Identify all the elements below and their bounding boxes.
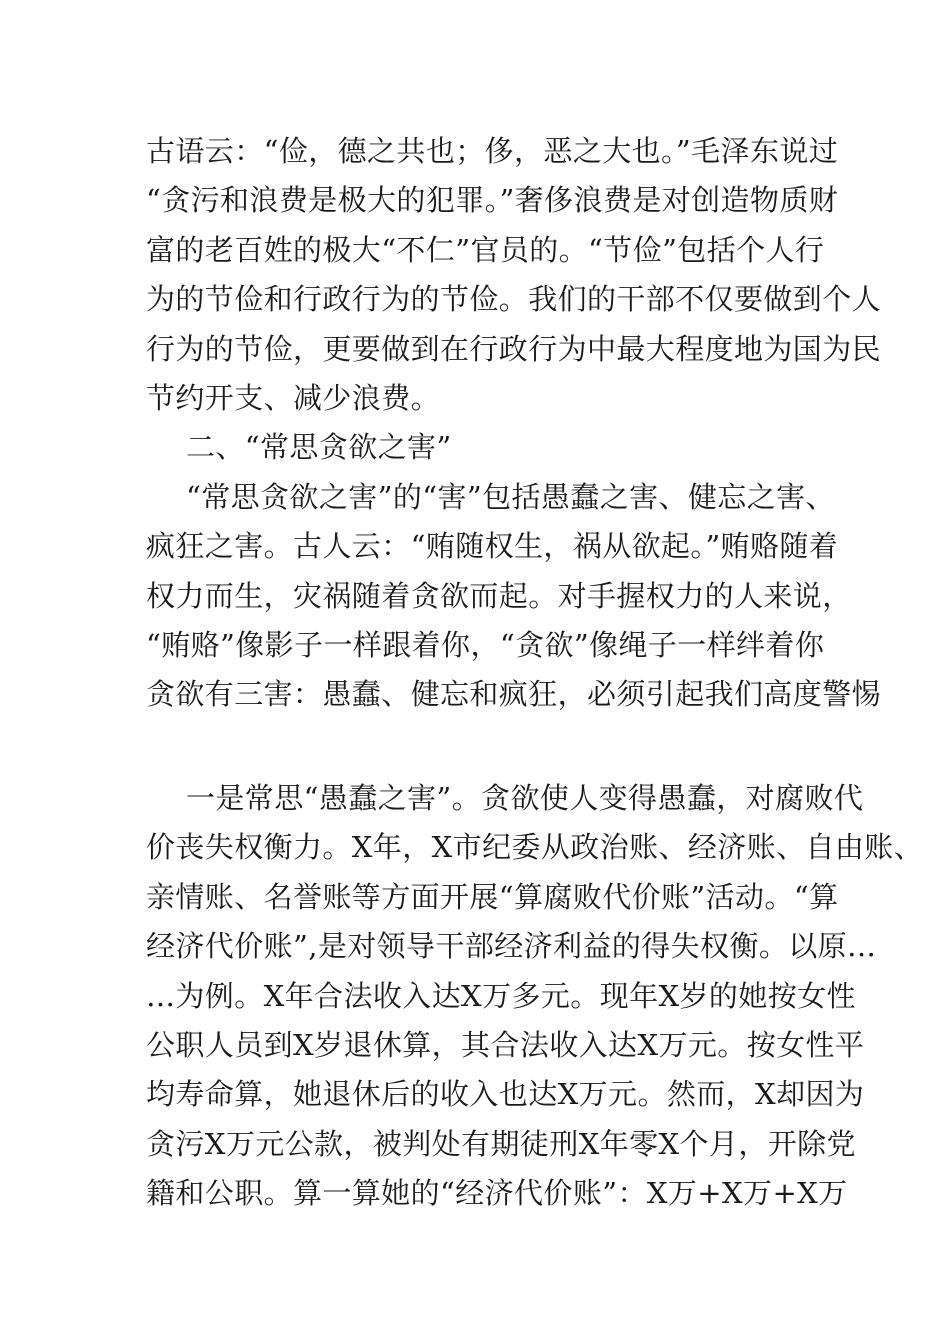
text-line: 节约开支、减少浪费。 <box>146 380 441 415</box>
text-line: 一是常思“愚蠢之害”。贪欲使人变得愚蠢，对腐败代 <box>186 781 864 815</box>
text-line: 籍和公职。算一算她的“经济代价账”：X万+X万+X万 <box>146 1176 848 1211</box>
text-line: 富的老百姓的极大“不仁”官员的。“节俭”包括个人行 <box>146 232 825 267</box>
text-line: 公职人员到X岁退休算，其合法收入达X万元。按女性平 <box>146 1027 865 1062</box>
section-heading: 二、“常思贪欲之害” <box>186 430 452 465</box>
text-line: 均寿命算，她退休后的收入也达X万元。然而，X却因为 <box>146 1077 865 1112</box>
text-line: 贪欲有三害：愚蠢、健忘和疯狂，必须引起我们高度警惕 <box>146 677 882 712</box>
text-line: 为的节俭和行政行为的节俭。我们的干部不仅要做到个人 <box>146 282 882 317</box>
text-line: 行为的节俭，更要做到在行政行为中最大程度地为国为民 <box>146 331 882 366</box>
text-line: 疯狂之害。古人云：“贿随权生，祸从欲起。”贿赂随着 <box>146 529 839 564</box>
text-line: “贿赂”像影子一样跟着你，“贪欲”像绳子一样绊着你 <box>146 627 825 662</box>
text-line: 权力而生，灾祸随着贪欲而起。对手握权力的人来说， <box>146 578 852 613</box>
text-line: 经济代价账”,是对领导干部经济利益的得失权衡。以原… <box>146 929 877 964</box>
text-line: 古语云：“俭，德之共也；侈，恶之大也。”毛泽东说过 <box>146 134 839 168</box>
text-line: “常思贪欲之害”的“害”包括愚蠢之害、健忘之害、 <box>186 479 835 514</box>
text-line: “贪污和浪费是极大的犯罪。”奢侈浪费是对创造物质财 <box>146 183 839 218</box>
text-line: 亲情账、名誉账等方面开展“算腐败代价账”活动。“算 <box>146 879 839 914</box>
text-line: 贪污X万元公款，被判处有期徒刑X年零X个月，开除党 <box>146 1126 856 1161</box>
text-line: 价丧失权衡力。X年，X市纪委从政治账、经济账、自由账、 <box>146 830 924 865</box>
text-line: …为例。X年合法收入达X万多元。现年X岁的她按女性 <box>146 978 856 1013</box>
text-block-bottom <box>146 774 924 1219</box>
text-block-top <box>146 127 882 720</box>
